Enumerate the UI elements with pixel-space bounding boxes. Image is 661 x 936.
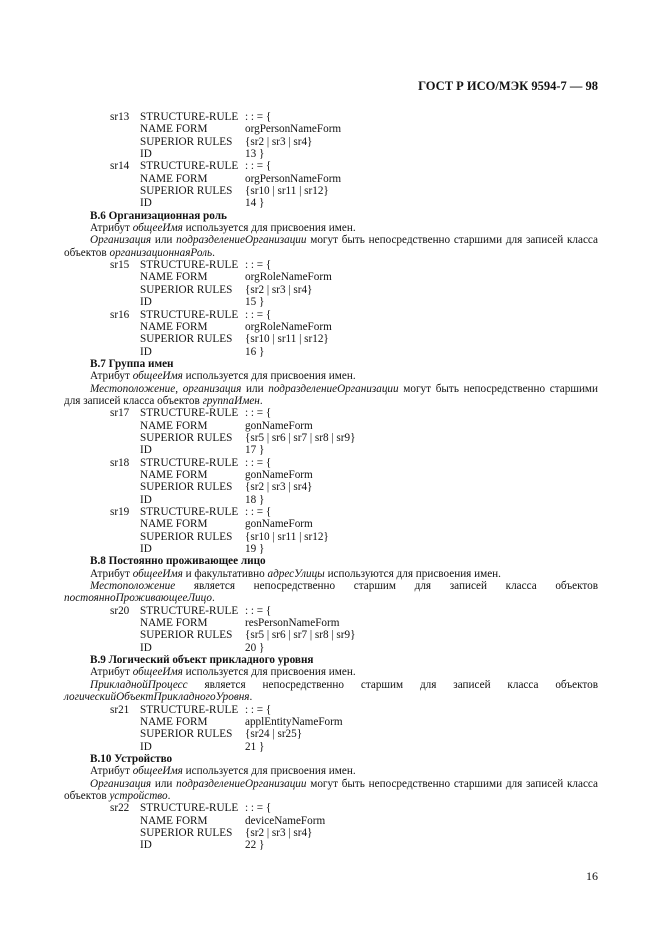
- id-label: ID: [140, 641, 152, 654]
- superior-rules-label: SUPERIOR RULES: [140, 135, 233, 148]
- rule-keyword: STRUCTURE-RULE: [140, 604, 239, 617]
- id-label: ID: [140, 839, 152, 852]
- name-form-value: resPersonNameForm: [245, 617, 340, 630]
- paragraph: [64, 765, 598, 777]
- rule-assign: : : = {: [245, 604, 272, 617]
- structure-rule-sr18: [64, 457, 598, 506]
- rule-id: sr22: [110, 802, 130, 815]
- superior-rules-label: SUPERIOR RULES: [140, 283, 233, 296]
- term: подразделениеОрганизации: [176, 234, 307, 247]
- section-heading-b7: В.7 Группа имен: [90, 357, 174, 370]
- id-value: 19 }: [245, 543, 265, 556]
- name-form-label: NAME FORM: [140, 320, 208, 333]
- term: Местоположение: [90, 580, 176, 593]
- rule-assign: : : = {: [245, 456, 272, 469]
- term: организационнаяРоль: [109, 246, 213, 259]
- name-form-label: NAME FORM: [140, 123, 208, 136]
- rule-id: sr18: [110, 456, 130, 469]
- text: .: [167, 789, 171, 802]
- superior-rules-value: {sr2 | sr3 | sr4}: [245, 135, 313, 148]
- text: ,: [175, 382, 183, 395]
- text: .: [249, 691, 253, 704]
- text: .: [211, 592, 215, 605]
- page-number: 16: [586, 869, 598, 883]
- rule-assign: : : = {: [245, 308, 272, 321]
- page-content: [64, 111, 598, 852]
- rule-keyword: STRUCTURE-RULE: [140, 802, 239, 815]
- rule-keyword: STRUCTURE-RULE: [140, 308, 239, 321]
- text: Атрибут: [90, 567, 133, 580]
- term: общееИмя: [132, 222, 183, 235]
- superior-rules-value: {sr10 | sr11 | sr12}: [245, 185, 329, 198]
- text: используется для присвоения имен.: [182, 765, 356, 778]
- rule-keyword: STRUCTURE-RULE: [140, 160, 239, 173]
- superior-rules-label: SUPERIOR RULES: [140, 826, 233, 839]
- name-form-value: deviceNameForm: [245, 814, 326, 827]
- rule-id: sr15: [110, 259, 130, 272]
- paragraph: [64, 234, 598, 259]
- section-heading-b6: В.6 Организационная роль: [90, 209, 227, 222]
- superior-rules-label: SUPERIOR RULES: [140, 629, 233, 642]
- superior-rules-value: {sr2 | sr3 | sr4}: [245, 481, 313, 494]
- paragraph: [64, 370, 598, 382]
- text: или: [151, 777, 177, 790]
- term: общееИмя: [132, 567, 183, 580]
- id-value: 13 }: [245, 148, 265, 161]
- rule-id: sr17: [110, 407, 130, 420]
- id-label: ID: [140, 296, 152, 309]
- rule-id: sr19: [110, 506, 130, 518]
- structure-rule-sr13: [64, 111, 598, 160]
- paragraph: [64, 679, 598, 704]
- text: Атрибут: [90, 370, 133, 383]
- name-form-value: orgRoleNameForm: [245, 320, 332, 333]
- paragraph: [64, 383, 598, 408]
- id-value: 16 }: [245, 345, 265, 358]
- name-form-label: NAME FORM: [140, 617, 208, 630]
- id-value: 17 }: [245, 444, 265, 457]
- text: .: [212, 246, 215, 259]
- rule-id: sr21: [110, 703, 130, 716]
- id-value: 18 }: [245, 493, 265, 506]
- rule-assign: : : = {: [245, 703, 272, 716]
- term: Местоположение: [90, 382, 176, 395]
- term: Организация: [90, 777, 152, 790]
- text: и факультативно: [182, 567, 268, 580]
- structure-rule-sr21: [64, 704, 598, 753]
- rule-keyword: STRUCTURE-RULE: [140, 506, 239, 518]
- rule-assign: : : = {: [245, 111, 272, 123]
- rule-keyword: STRUCTURE-RULE: [140, 456, 239, 469]
- name-form-label: NAME FORM: [140, 518, 208, 531]
- name-form-value: applEntityNameForm: [245, 715, 343, 728]
- text: является непосредственно старшим для записей класса объектов: [175, 580, 598, 593]
- superior-rules-label: SUPERIOR RULES: [140, 185, 233, 198]
- name-form-label: NAME FORM: [140, 419, 208, 432]
- text: используется для присвоения имен.: [182, 370, 356, 383]
- structure-rule-sr19: [64, 506, 598, 555]
- name-form-value: orgPersonNameForm: [245, 172, 342, 185]
- superior-rules-label: SUPERIOR RULES: [140, 728, 233, 741]
- term: подразделениеОрганизации: [176, 777, 307, 790]
- text: или: [241, 382, 269, 395]
- paragraph: [64, 568, 598, 580]
- term: общееИмя: [132, 666, 183, 679]
- name-form-value: gonNameForm: [245, 468, 313, 481]
- id-label: ID: [140, 740, 152, 753]
- id-label: ID: [140, 444, 152, 457]
- section-heading-b9: В.9 Логический объект прикладного уровня: [90, 654, 314, 667]
- superior-rules-label: SUPERIOR RULES: [140, 431, 233, 444]
- name-form-label: NAME FORM: [140, 715, 208, 728]
- rule-assign: : : = {: [245, 802, 272, 815]
- term: ПрикладнойПроцесс: [90, 678, 188, 691]
- rule-id: sr13: [110, 111, 130, 123]
- text: является непосредственно старшим для записей класса объектов: [187, 678, 598, 691]
- rule-assign: : : = {: [245, 407, 272, 420]
- superior-rules-value: {sr5 | sr6 | sr7 | sr8 | sr9}: [245, 629, 356, 642]
- id-value: 21 }: [245, 740, 265, 753]
- text: могут быть непосредственно старшими для записей класса объектов: [64, 382, 599, 407]
- term: устройство: [109, 789, 168, 802]
- paragraph: [64, 666, 598, 678]
- rule-assign: : : = {: [245, 160, 272, 173]
- text: используется для присвоения имен.: [182, 666, 356, 679]
- name-form-value: gonNameForm: [245, 518, 313, 531]
- id-label: ID: [140, 493, 152, 506]
- page-header: ГОСТ Р ИСО/МЭК 9594-7 — 98: [418, 79, 598, 93]
- superior-rules-value: {sr24 | sr25}: [245, 728, 303, 741]
- structure-rule-sr14: [64, 160, 598, 209]
- id-label: ID: [140, 148, 152, 161]
- paragraph: [64, 580, 598, 605]
- term: общееИмя: [132, 765, 183, 778]
- rule-assign: : : = {: [245, 259, 272, 272]
- id-label: ID: [140, 543, 152, 556]
- rule-id: sr20: [110, 604, 130, 617]
- rule-keyword: STRUCTURE-RULE: [140, 703, 239, 716]
- section-heading-b8: В.8 Постоянно проживающее лицо: [90, 555, 266, 568]
- name-form-value: orgRoleNameForm: [245, 271, 332, 284]
- superior-rules-value: {sr2 | sr3 | sr4}: [245, 283, 313, 296]
- id-value: 20 }: [245, 641, 265, 654]
- name-form-label: NAME FORM: [140, 814, 208, 827]
- term: общееИмя: [132, 370, 183, 383]
- id-value: 15 }: [245, 296, 265, 309]
- rule-id: sr16: [110, 308, 130, 321]
- structure-rule-sr17: [64, 407, 598, 456]
- text: используется для присвоения имен.: [182, 222, 356, 235]
- rule-assign: : : = {: [245, 506, 272, 518]
- text: или: [151, 234, 177, 247]
- superior-rules-label: SUPERIOR RULES: [140, 530, 233, 543]
- rule-keyword: STRUCTURE-RULE: [140, 111, 239, 123]
- rule-keyword: STRUCTURE-RULE: [140, 407, 239, 420]
- term: подразделениеОрганизации: [268, 382, 399, 395]
- text: Атрибут: [90, 765, 133, 778]
- rule-id: sr14: [110, 160, 130, 173]
- name-form-label: NAME FORM: [140, 172, 208, 185]
- name-form-value: orgPersonNameForm: [245, 123, 342, 136]
- paragraph: [64, 778, 598, 803]
- text: используются для присвоения имен.: [324, 567, 501, 580]
- rule-keyword: STRUCTURE-RULE: [140, 259, 239, 272]
- text: могут быть непосредственно старшими для записей класса объектов: [64, 777, 598, 802]
- structure-rule-sr15: [64, 259, 598, 308]
- term: группаИмен: [202, 394, 260, 407]
- term: Организация: [90, 234, 152, 247]
- id-value: 22 }: [245, 839, 265, 852]
- term: адресУлицы: [267, 567, 325, 580]
- superior-rules-label: SUPERIOR RULES: [140, 481, 233, 494]
- text: .: [259, 394, 263, 407]
- structure-rule-sr20: [64, 605, 598, 654]
- name-form-value: gonNameForm: [245, 419, 313, 432]
- term: логическийОбъектПрикладногоУровня: [64, 691, 250, 704]
- id-value: 14 }: [245, 197, 265, 210]
- structure-rule-sr16: [64, 309, 598, 358]
- superior-rules-value: {sr10 | sr11 | sr12}: [245, 530, 329, 543]
- text: Атрибут: [90, 666, 133, 679]
- name-form-label: NAME FORM: [140, 468, 208, 481]
- id-label: ID: [140, 345, 152, 358]
- name-form-label: NAME FORM: [140, 271, 208, 284]
- superior-rules-label: SUPERIOR RULES: [140, 333, 233, 346]
- superior-rules-value: {sr5 | sr6 | sr7 | sr8 | sr9}: [245, 431, 356, 444]
- term: постоянноПроживающееЛицо: [64, 592, 212, 605]
- id-label: ID: [140, 197, 152, 210]
- text: могут быть непосредственно старшими для записей класса объектов: [64, 234, 598, 259]
- section-heading-b10: В.10 Устройство: [90, 752, 173, 765]
- structure-rule-sr22: [64, 802, 598, 851]
- text: Атрибут: [90, 222, 133, 235]
- paragraph: [64, 222, 598, 234]
- superior-rules-value: {sr2 | sr3 | sr4}: [245, 826, 313, 839]
- term: организация: [182, 382, 242, 395]
- superior-rules-value: {sr10 | sr11 | sr12}: [245, 333, 329, 346]
